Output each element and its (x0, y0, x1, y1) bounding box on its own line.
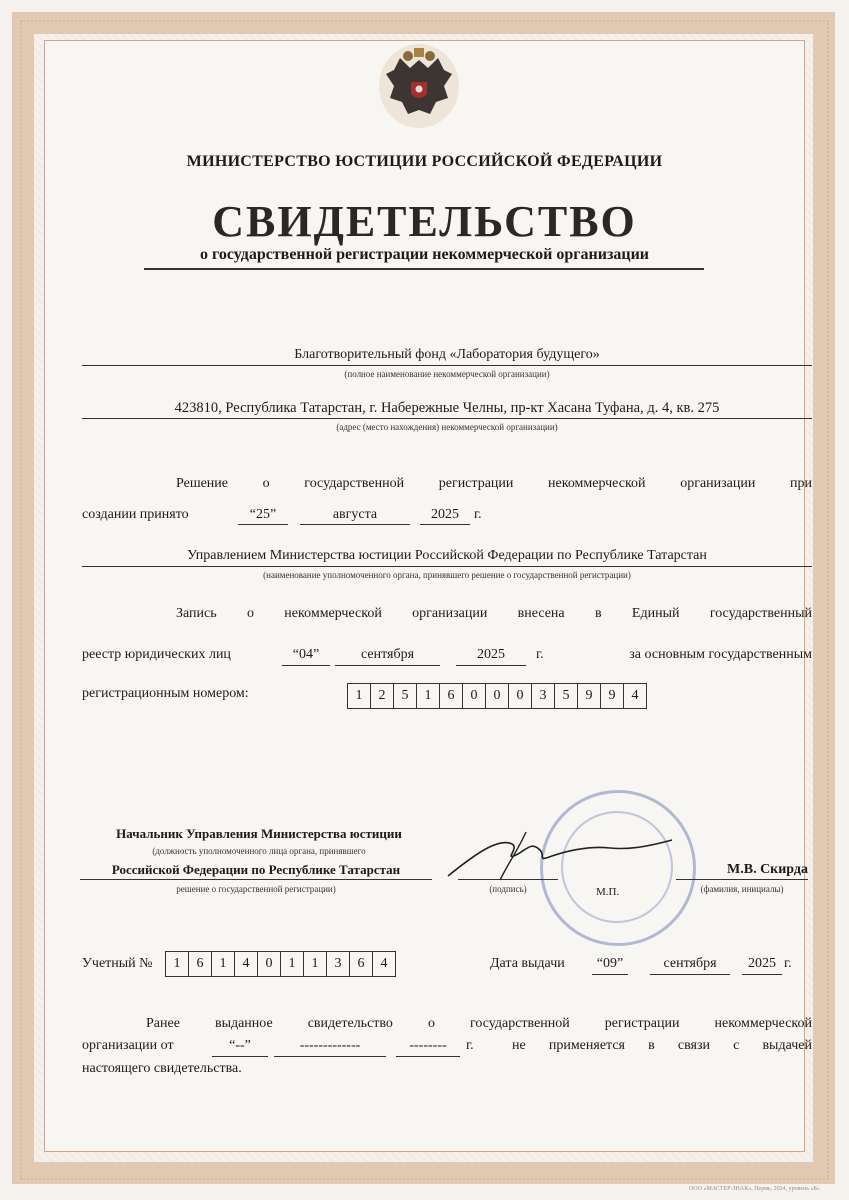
signatory-name-caption: (фамилия, инициалы) (700, 884, 784, 894)
signatory-position-line-1: Начальник Управления Министерства юстиции (116, 826, 402, 841)
ogrn-digit: 5 (393, 683, 417, 709)
signatory-position-caption-2: решение о государственной регистрации) (176, 884, 336, 894)
decision-year-line (420, 524, 470, 525)
previous-day-line (212, 1056, 268, 1057)
register-day-line (282, 665, 330, 666)
ogrn-digit: 9 (577, 683, 601, 709)
organization-name-caption: (полное наименование некоммерческой организации) (344, 369, 550, 379)
issue-year-line (742, 974, 782, 975)
ogrn-digit: 0 (508, 683, 532, 709)
previous-year: -------- (409, 1038, 447, 1053)
previous-certificate-text-2b: не применяется в связи с выдачей (512, 1038, 812, 1053)
account-digit: 0 (257, 951, 281, 977)
register-year-line (456, 665, 526, 666)
decision-month-line (300, 524, 410, 525)
ogrn-digit: 1 (416, 683, 440, 709)
account-digit: 4 (234, 951, 258, 977)
register-month-line (335, 665, 440, 666)
issue-day-line (592, 974, 628, 975)
register-text-3: за основным государственным (629, 647, 812, 662)
register-year-suffix: г. (536, 647, 544, 662)
registration-authority: Управлением Министерства юстиции Российской Федерации по Республике Татарстан (187, 548, 707, 563)
ogrn-digit: 2 (370, 683, 394, 709)
account-digit: 1 (303, 951, 327, 977)
previous-month: ------------- (299, 1038, 361, 1053)
certificate-subtitle: о государственной регистрации некоммерческой организации (199, 246, 650, 263)
organization-name-line (82, 365, 812, 366)
issue-month-line (650, 974, 730, 975)
issue-year-suffix: г. (784, 956, 792, 971)
signatory-position-line-2: Российской Федерации по Республике Татарстан (111, 862, 401, 877)
register-month: сентября (360, 647, 415, 662)
address-caption: (адрес (место нахождения) некоммерческой организации) (336, 422, 558, 432)
previous-month-line (274, 1056, 386, 1057)
authority-caption: (наименование уполномоченного органа, принявшего решение о государственной регистрации) (263, 570, 631, 580)
previous-year-line (396, 1056, 460, 1057)
decision-month: августа (332, 507, 378, 522)
address-line (82, 418, 812, 419)
ogrn-number-boxes (348, 683, 647, 709)
ogrn-digit: 1 (347, 683, 371, 709)
decision-year: 2025 (431, 507, 459, 522)
account-digit: 6 (188, 951, 212, 977)
register-year: 2025 (477, 647, 505, 662)
account-digit: 3 (326, 951, 350, 977)
authority-line (82, 566, 812, 567)
ogrn-digit: 0 (485, 683, 509, 709)
previous-day: “--” (229, 1038, 251, 1053)
account-digit: 4 (372, 951, 396, 977)
register-text-2: реестр юридических лиц (82, 647, 231, 662)
ogrn-digit: 9 (600, 683, 624, 709)
ogrn-digit: 3 (531, 683, 555, 709)
account-number-label: Учетный № (82, 956, 153, 971)
ogrn-digit: 0 (462, 683, 486, 709)
account-digit: 1 (211, 951, 235, 977)
register-day: “04” (292, 647, 320, 662)
issue-month: сентября (663, 956, 717, 971)
account-digit: 1 (165, 951, 189, 977)
issue-day: “09” (596, 956, 624, 971)
previous-certificate-text-1: Ранее выданное свидетельство о государственной регистрации некоммерческой (146, 1016, 812, 1031)
previous-certificate-text-3: настоящего свидетельства. (82, 1061, 242, 1076)
ogrn-digit: 5 (554, 683, 578, 709)
decision-year-suffix: г. (474, 507, 482, 522)
previous-year-suffix: г. (466, 1038, 474, 1053)
seal-place-label: М.П. (596, 886, 620, 898)
signatory-name-line (676, 879, 808, 880)
previous-certificate-text-2a: организации от (82, 1038, 174, 1053)
issue-date-label: Дата выдачи (490, 956, 565, 971)
signatory-name: М.В. Скирда (727, 862, 808, 877)
ogrn-digit: 4 (623, 683, 647, 709)
ogrn-digit: 6 (439, 683, 463, 709)
position-line (80, 879, 432, 880)
register-text-4: регистрационным номером: (82, 686, 249, 701)
printer-footer-note: ООО «МАСТЕР-ЗНАК», Пермь, 2024, уровень «Б» (688, 1186, 820, 1192)
organization-address: 423810, Республика Татарстан, г. Набережные Челны, пр-кт Хасана Туфана, д. 4, кв. 275 (174, 400, 720, 416)
signatory-position-caption-1: (должность уполномоченного лица органа, принявшего (152, 846, 366, 856)
account-digit: 6 (349, 951, 373, 977)
signature-caption: (подпись) (489, 884, 527, 894)
decision-text-2: создании принято (82, 507, 189, 522)
subtitle-underline (144, 268, 704, 270)
decision-text: Решение о государственной регистрации некоммерческой организации при (176, 476, 812, 491)
certificate-title: СВИДЕТЕЛЬСТВО (212, 197, 637, 246)
signature-line (458, 879, 558, 880)
decision-day-line (238, 524, 288, 525)
double-headed-eagle-emblem-icon (378, 40, 460, 128)
issue-year: 2025 (748, 956, 776, 971)
ministry-heading: МИНИСТЕРСТВО ЮСТИЦИИ РОССИЙСКОЙ ФЕДЕРАЦИИ (186, 153, 663, 170)
register-text: Запись о некоммерческой организации внесена в Единый государственный (176, 606, 812, 621)
decision-day: “25” (249, 507, 277, 522)
organization-name: Благотворительный фонд «Лаборатория будущего» (294, 347, 600, 362)
account-digit: 1 (280, 951, 304, 977)
account-number-boxes (166, 951, 396, 977)
